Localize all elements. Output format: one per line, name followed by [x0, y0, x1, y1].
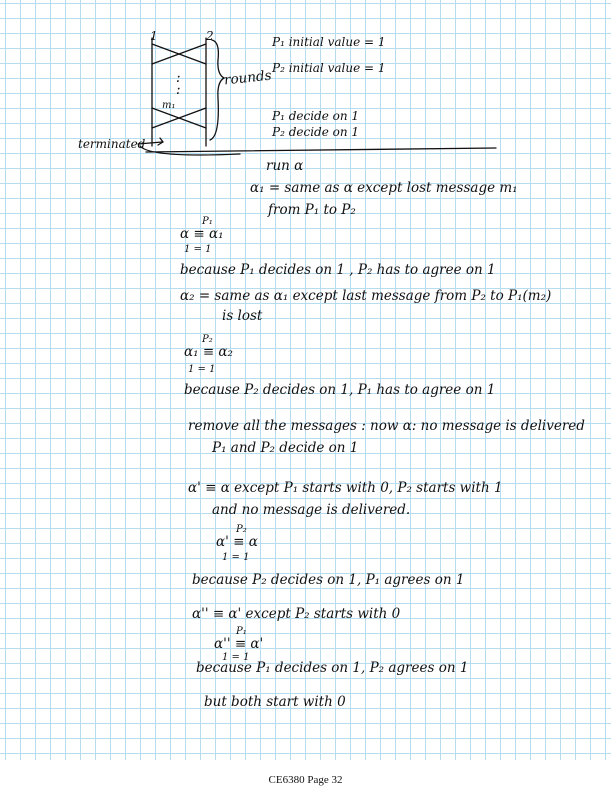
equivalence-2-values: 1 = 1 — [188, 364, 216, 375]
process-2-label: 2 — [206, 29, 214, 43]
because-line-3: because P₂ decides on 1, P₁ agrees on 1 — [192, 572, 465, 588]
equivalence-1: α ≡ α₁ — [180, 226, 224, 242]
alpha1-definition: α₁ = same as α except lost message m₁ — [250, 180, 518, 196]
alpha2-definition-cont: is lost — [222, 308, 263, 324]
equivalence-3-process: P₂ — [236, 524, 247, 535]
equivalence-1-process: P₁ — [202, 216, 213, 227]
p2-decide-note: P₂ decide on 1 — [272, 125, 360, 139]
equivalence-1-values: 1 = 1 — [184, 244, 212, 255]
equivalence-3-values: 1 = 1 — [222, 552, 250, 563]
continuation-dots: : — [176, 82, 181, 98]
equivalence-4-values: 1 = 1 — [222, 652, 250, 663]
equivalence-4-process: P₁ — [236, 626, 247, 637]
equivalence-2: α₁ ≡ α₂ — [184, 344, 233, 360]
alpha2-definition: α₂ = same as α₁ except last message from P₂ to P₁(m₂) — [180, 288, 552, 304]
terminated-label: terminated — [78, 137, 146, 151]
alpha1-definition-cont: from P₁ to P₂ — [268, 202, 356, 218]
rounds-label: rounds — [223, 67, 273, 89]
rounds-brace — [210, 40, 224, 140]
because-line-4: because P₁ decides on 1, P₂ agrees on 1 — [196, 660, 469, 676]
because-line-1: because P₁ decides on 1 , P₂ has to agree on 1 — [180, 262, 496, 278]
p1-decide-note: P₁ decide on 1 — [272, 109, 360, 123]
p1-initial-note: P₁ initial value = 1 — [272, 35, 386, 49]
because-line-2: because P₂ decides on 1, P₁ has to agree on 1 — [184, 382, 496, 398]
final-conclusion-line: but both start with 0 — [204, 694, 346, 710]
message-label: m₁ — [162, 100, 176, 111]
equivalence-4: α'' ≡ α' — [214, 636, 264, 652]
alpha-prime-definition: α' ≡ α except P₁ starts with 0, P₂ starts with 1 — [188, 480, 503, 496]
continuation-dots: : — [176, 70, 181, 86]
alpha-prime-definition-cont: and no message is delivered. — [212, 502, 411, 518]
remove-messages-line: remove all the messages : now α: no message is delivered — [188, 418, 585, 434]
separator-line — [146, 148, 496, 152]
both-decide-line: P₁ and P₂ decide on 1 — [212, 440, 359, 456]
process-1-label: 1 — [150, 29, 158, 43]
alpha-double-prime-definition: α'' ≡ α' except P₂ starts with 0 — [192, 606, 401, 622]
equivalence-3: α' ≡ α — [216, 534, 258, 550]
run-alpha-title: run α — [266, 158, 304, 174]
equivalence-2-process: P₂ — [202, 334, 213, 345]
message-exchange-diagram — [0, 0, 611, 200]
p2-initial-note: P₂ initial value = 1 — [272, 61, 386, 75]
page-footer: CE6380 Page 32 — [268, 774, 343, 786]
